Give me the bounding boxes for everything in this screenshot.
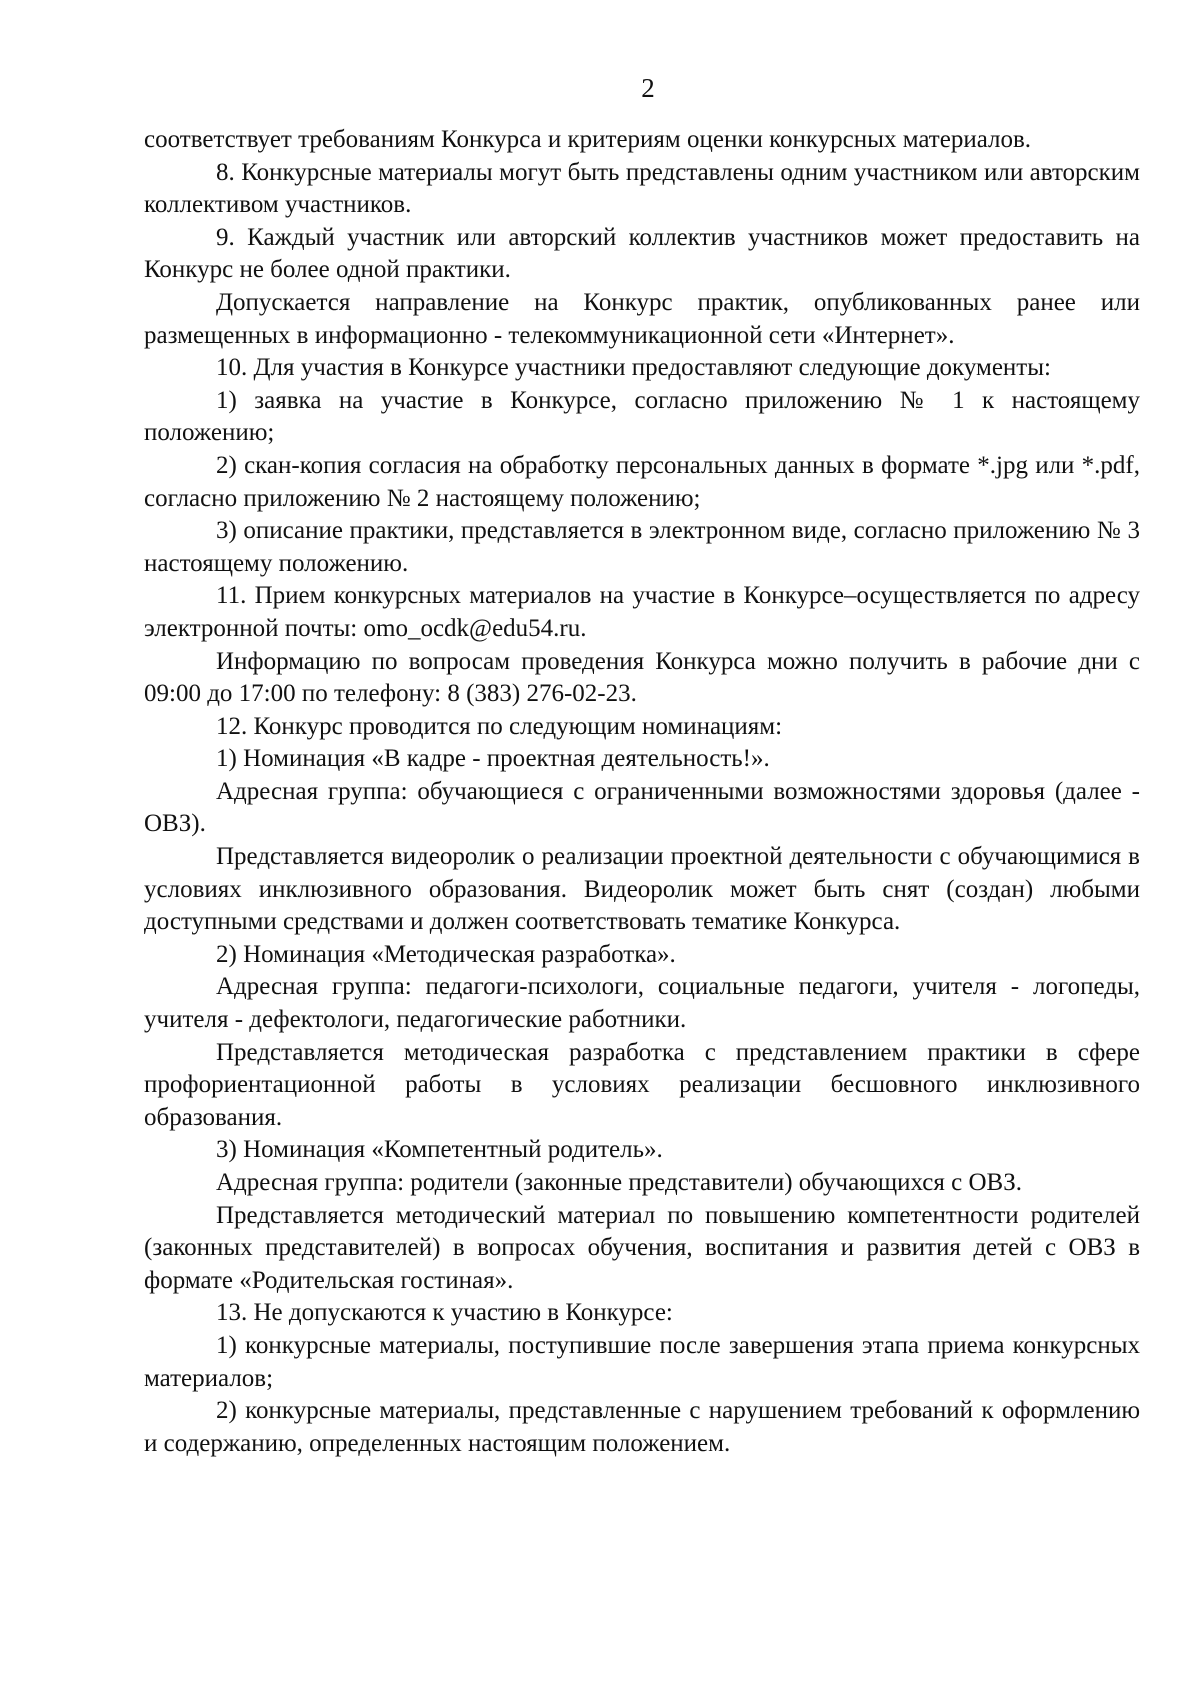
- paragraph-nomination-1: 1) Номинация «В кадре - проектная деятельность!».: [216, 745, 770, 773]
- paragraph-item-10: 10. Для участия в Конкурсе участники предоставляют следующие документы:: [216, 354, 1051, 382]
- paragraph-continuation: соответствует требованиям Конкурса и критериям оценки конкурсных материалов.: [144, 126, 1032, 153]
- paragraph-doc-2: 2) скан-копия согласия на обработку персональных данных в формате *.jpg или *.pdf, согласно приложению № 2 настоящему положению;: [144, 451, 1140, 512]
- paragraph-nomination-3-group: Адресная группа: родители (законные представители) обучающихся с ОВЗ.: [216, 1169, 1023, 1196]
- paragraph-doc-3: 3) описание практики, представляется в электронном виде, согласно приложению № 3 настоящему положению.: [144, 517, 1140, 577]
- paragraph-nomination-3-description: Представляется методический материал по повышению компетентности родителей (законных представителей) в вопросах обучения, воспитания и развития детей с ОВЗ в формате «Родительская гостиная».: [144, 1201, 1140, 1294]
- paragraph-doc-1: 1) заявка на участие в Конкурсе, согласно приложению № 1 к настоящему положению;: [144, 386, 1140, 447]
- paragraph-publication-rule: Допускается направление на Конкурс практик, опубликованных ранее или размещенных в информационно - телекоммуникационной сети «Интернет».: [144, 288, 1140, 349]
- paragraph-item-13: 13. Не допускаются к участию в Конкурсе:: [216, 1299, 673, 1327]
- paragraph-exclusion-1: 1) конкурсные материалы, поступившие после завершения этапа приема конкурсных материалов;: [144, 1331, 1140, 1392]
- paragraph-nomination-1-description: Представляется видеоролик о реализации проектной деятельности с обучающимися в условиях инклюзивного образования. Видеоролик может быть снят (создан) любыми доступными средствами и должен соответствовать тематике Конкурса.: [144, 843, 1140, 936]
- paragraph-item-11: 11. Прием конкурсных материалов на участие в Конкурсе–осуществляется по адресу электронной почты: omo_ocdk@edu54.ru.: [144, 582, 1140, 642]
- paragraph-nomination-2: 2) Номинация «Методическая разработка».: [216, 940, 676, 968]
- paragraph-item-9: 9. Каждый участник или авторский коллектив участников может предоставить на Конкурс не более одной практики.: [144, 223, 1140, 284]
- document-body: [144, 124, 1140, 1460]
- paragraph-contact-info: Информацию по вопросам проведения Конкурса можно получить в рабочие дни с 09:00 до 17:00 по телефону: 8 (383) 276-02-23.: [144, 647, 1140, 708]
- paragraph-nomination-3: 3) Номинация «Компетентный родитель».: [216, 1136, 663, 1164]
- paragraph-nomination-2-group: Адресная группа: педагоги-психологи, социальные педагоги, учителя - логопеды, учителя - дефектологи, педагогические работники.: [144, 973, 1140, 1034]
- paragraph-nomination-1-group: Адресная группа: обучающиеся с ограниченными возможностями здоровья (далее - ОВЗ).: [144, 777, 1140, 838]
- paragraph-nomination-2-description: Представляется методическая разработка с представлением практики в сфере профориентационной работы в условиях реализации бесшовного инклюзивного образования.: [144, 1038, 1140, 1131]
- paragraph-item-12: 12. Конкурс проводится по следующим номинациям:: [216, 712, 783, 740]
- page-number: 2: [641, 73, 655, 103]
- paragraph-exclusion-2: 2) конкурсные материалы, представленные с нарушением требований к оформлению и содержанию, определенных настоящим положением.: [144, 1397, 1140, 1457]
- paragraph-item-8: 8. Конкурсные материалы могут быть представлены одним участником или авторским коллективом участников.: [144, 158, 1140, 219]
